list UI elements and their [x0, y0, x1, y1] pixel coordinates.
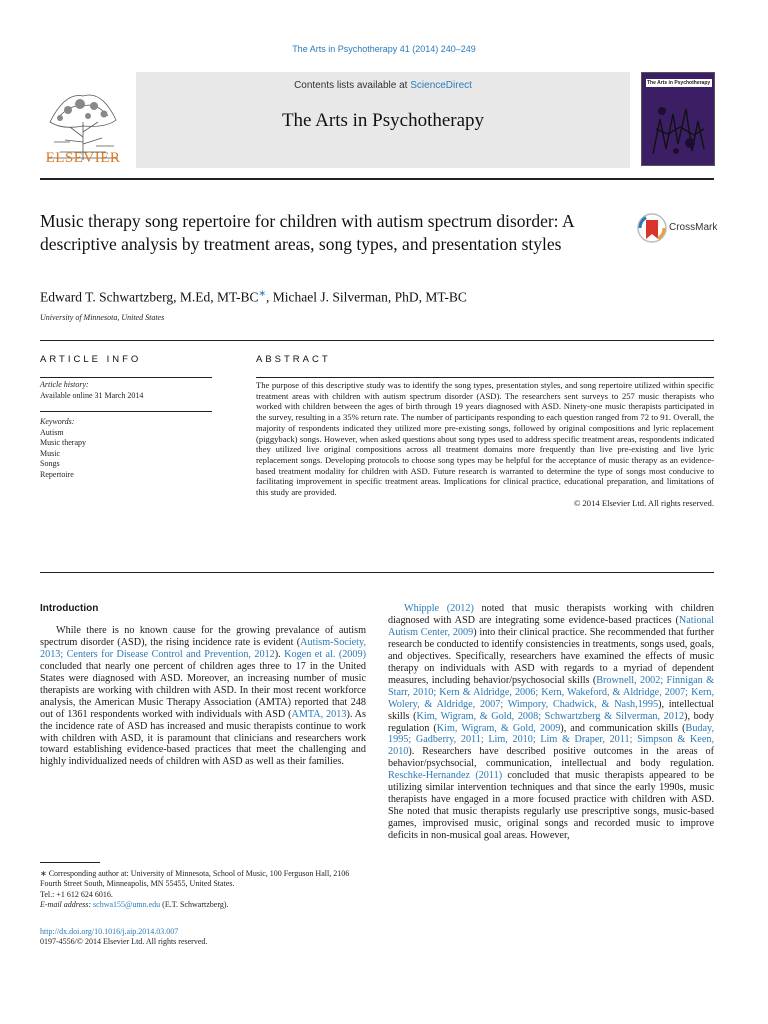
- email-link[interactable]: schwa155@umn.edu: [93, 900, 161, 910]
- doi-block: [40, 927, 207, 948]
- author-list: [40, 288, 467, 306]
- abstract-body: [256, 380, 714, 508]
- crossmark-icon: [637, 212, 667, 244]
- right-column: [388, 603, 714, 842]
- section-heading-introduction: Introduction: [40, 603, 99, 614]
- corresponding-author-mark[interactable]: ∗: [258, 288, 267, 298]
- publisher-logo-text: ELSEVIER: [45, 150, 121, 166]
- cover-artwork: [648, 99, 708, 159]
- keyword: Autism: [40, 427, 64, 437]
- abstract-heading: ABSTRACT: [256, 354, 331, 365]
- footnote-text: Corresponding author at: University of Minnesota, School of Music, 100 Ferguson Hall, 2106 Fourth Street South, Minneapolis, MN 55455, United States.: [40, 869, 350, 889]
- header-rule: [40, 178, 714, 180]
- journal-header-box: [136, 72, 630, 168]
- intro-paragraph: While there is no known cause for the growing prevalance of autism spectrum disorder (ASD), the rising incidence rate is evident (Autism-Society, 2013; Centers for Disease Control and Prevention, 2012). Kogen et al. (2009) concluded that nearly one percent of children ages three to 17 in the United States were diagnosed with ASD. Moreover, an increasing number of music therapists are working with children with ASD. In their most recent workforce analysis, the American Music Therapy Association (AMTA) reported that 248 out of 1361 respondents worked with individuals with ASD (AMTA, 2013). As the incidence rate of ASD has increased and music therapists continue to work with children with ASD, it is paramount that clinicians and researchers work toward establishing evidence-based practices that meet the challenging and highly individualized needs of children with ASD as well as their families.: [40, 624, 366, 768]
- keyword: Music therapy: [40, 438, 86, 448]
- abstract-copyright: © 2014 Elsevier Ltd. All rights reserved.: [573, 497, 714, 508]
- article-info-rule: [40, 377, 212, 378]
- keyword: Songs: [40, 459, 60, 469]
- citation-link[interactable]: Kim, Wigram, & Gold, 2009: [436, 722, 561, 734]
- footnote-rule: [40, 862, 100, 863]
- issn-line: 0197-4556/© 2014 Elsevier Ltd. All rights reserved.: [40, 937, 208, 947]
- journal-citation[interactable]: The Arts in Psychotherapy 41 (2014) 240–249: [292, 44, 476, 54]
- footnote-tel: Tel.: +1 612 624 6016.: [40, 889, 113, 899]
- keywords-label: Keywords:: [40, 417, 75, 426]
- affiliation: University of Minnesota, United States: [40, 313, 165, 322]
- citation-link[interactable]: Whipple (2012): [404, 603, 474, 614]
- left-column: [40, 603, 366, 768]
- author-2: , Michael J. Silverman, PhD, MT-BC: [266, 289, 467, 305]
- journal-cover-image[interactable]: [641, 72, 715, 166]
- cover-title: The Arts in Psychotherapy: [647, 80, 711, 86]
- keywords-block: [40, 417, 86, 481]
- email-label: E-mail address:: [40, 900, 92, 910]
- affiliation-rule: [40, 340, 714, 341]
- contents-availability: [136, 80, 630, 91]
- body-rule: [40, 572, 714, 573]
- citation-link[interactable]: Kim, Wigram, & Gold, 2008; Schwartzberg & Silverman, 2012: [416, 710, 685, 722]
- history-value: Available online 31 March 2014: [40, 390, 144, 400]
- keyword: Repertoire: [40, 469, 74, 479]
- corresponding-author-footnote: ∗ Corresponding author at: University of Minnesota, School of Music, 100 Ferguson Hall, 2106 Fourth Street South, Minneapolis, MN 55455, United States. Tel.: +1 612 624 6016. E-mail address: schwa155@umn.edu (E.T. Schwartzberg).: [40, 869, 368, 911]
- citation-link[interactable]: AMTA, 2013: [291, 708, 347, 720]
- citation-link[interactable]: Kogen et al. (2009): [284, 648, 366, 660]
- citation-link[interactable]: Autism-Society, 2013; Centers for Disease Control and Prevention, 2012: [40, 636, 366, 660]
- keywords-rule: [40, 411, 212, 412]
- article-info-heading: ARTICLE INFO: [40, 354, 142, 365]
- citation-link[interactable]: Buday, 1995; Gadberry, 2011; Lim, 2010; Lim & Draper, 2011; Simpson & Keen, 2010: [388, 722, 715, 758]
- footnote-mark: ∗: [40, 869, 47, 878]
- citation-link[interactable]: Brownell, 2002; Finnigan & Starr, 2010; Kern & Aldridge, 2006; Kern, Wakeford, & Aldridge, 2007; Kern, Wolery, & Aldridge, 2007; Wimpory, Chadwick, & Nash,1995: [388, 674, 714, 710]
- history-label: Article history:: [40, 380, 89, 389]
- citation-link[interactable]: National Autism Center, 2009: [388, 614, 714, 638]
- doi-link[interactable]: http://dx.doi.org/10.1016/j.aip.2014.03.007: [40, 927, 179, 936]
- contents-prefix: Contents lists available at: [294, 80, 411, 91]
- article-history: [40, 380, 143, 401]
- body-paragraph: Whipple (2012) noted that music therapists working with children diagnosed with ASD are integrating some evidence-based practices (National Autism Center, 2009) into their clinical practice. She recommended that further research be conducted to identify consistencies in treatments, songs used, goals, and objectives. Specifically, researchers have examined the effects of music therapy on individuals with ASD with regards to a myriad of dependent measures, including behavior/psychosocial skills (Brownell, 2002; Finnigan & Starr, 2010; Kern & Aldridge, 2006; Kern, Wakeford, & Aldridge, 2007; Kern, Wolery, & Aldridge, 2007; Wimpory, Chadwick, & Nash,1995), intellectual skills (Kim, Wigram, & Gold, 2008; Schwartzberg & Silverman, 2012), body regulation (Kim, Wigram, & Gold, 2009), and communication skills (Buday, 1995; Gadberry, 2011; Lim, 2010; Lim & Draper, 2011; Simpson & Keen, 2010). Researchers have described positive outcomes in the areas of behavior/psychsocial, communication, intellectual and body regulation. Reschke-Hernandez (2011) concluded that music therapists appeared to be utilizing similar intervention techniques and that since the early 1990s, music therapists have engaged in a more focused practice with children with ASD. She noted that music therapists regularly use prescriptive songs, music-based games, improvised music, original songs and recorded music to improve deficits in non-musical goal areas. However,: [388, 603, 715, 842]
- crossmark-label: CrossMark: [669, 222, 718, 233]
- abstract-text: The purpose of this descriptive study was to identify the song types, presentation styles, and song repertoire utilized within specific treatment areas with children with autism spectrum disorder (ASD). The researchers sent surveys to 257 music therapists who worked with children between the ages of birth through 19 years diagnosed with ASD. Ninety-one music therapists participated in the survey, resulting in a 35% return rate. The number of participants responding to each question ranged from 72 to 91. Overall, the majority of respondents indicated they utilized more pre-existing songs, followed by original compositions and lyric replacement (piggyback) songs. However, when asked questions about song types used to address specific treatment areas, respondents indicated they utilized live original compositions across all treatment domains more frequently than live pre-existing and live lyric replacement songs. Developing protocols to choose song types may be helpful for the acceptance of music therapy as an evidence-based treatment modality for children with ASD. Future research is warranted to determine the type of songs most conducive to facilitating improvement in specific treatment areas. Implications for clinical practice, educational preparation, and limitations of this study are provided.: [256, 380, 714, 498]
- keyword: Music: [40, 448, 60, 458]
- abstract-rule: [256, 377, 714, 378]
- sciencedirect-link[interactable]: ScienceDirect: [410, 80, 472, 91]
- journal-masthead: [40, 68, 714, 168]
- citation-link[interactable]: Reschke-Hernandez (2011): [388, 770, 503, 782]
- journal-title[interactable]: The Arts in Psychotherapy: [281, 110, 485, 131]
- article-title: Music therapy song repertoire for children with autism spectrum disorder: A descriptive analysis by treatment areas, song types, and presentation styles: [40, 211, 574, 254]
- author-1: Edward T. Schwartzberg, M.Ed, MT-BC: [40, 289, 259, 305]
- crossmark-badge[interactable]: [637, 212, 727, 246]
